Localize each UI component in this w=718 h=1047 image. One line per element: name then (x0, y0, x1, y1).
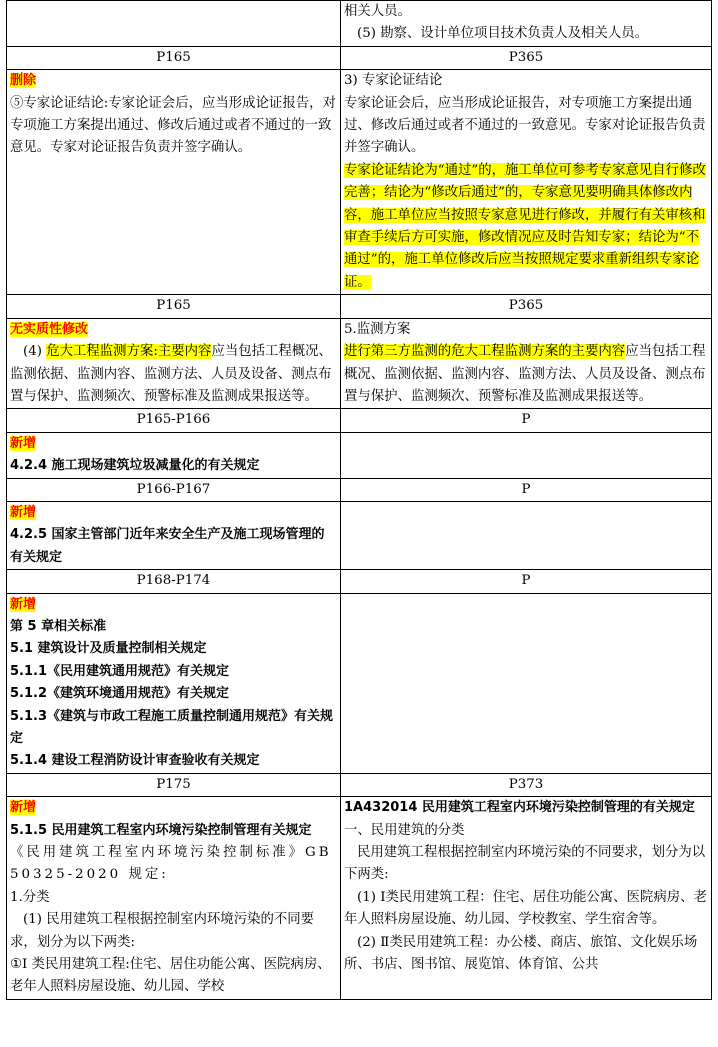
table-row (7, 432, 712, 478)
table-row (7, 797, 712, 1000)
change-tag: 新增 (10, 596, 37, 612)
left-cell (7, 501, 341, 569)
left-cell (7, 797, 341, 1000)
right-page-ref: P (341, 409, 712, 432)
section-heading: 5.监测方案 (344, 321, 411, 337)
chapter-heading: 第 5 章相关标准 (10, 618, 107, 634)
table-row (7, 318, 712, 409)
right-cell (341, 593, 712, 773)
body-text: (1) 民用建筑工程根据控制室内环境污染的不同要求，划分为以下两类: (10, 912, 315, 950)
body-text: 民用建筑工程根据控制室内环境污染的不同要求，划分为以下两类: (344, 845, 706, 883)
right-page-ref: P (341, 478, 712, 501)
body-text: ⑤专家论证结论:专家论证会后，应当形成论证报告，对专项施工方案提出通过、修改后通过或者不通过的一致意见。专家对论证报告负责并签字确认。 (10, 95, 336, 156)
right-page-ref: P365 (341, 46, 712, 69)
page-header-row (7, 773, 712, 796)
item-prefix: (4) (23, 344, 47, 360)
body-text: ①I 类民用建筑工程:住宅、居住功能公寓、医院病房、老年人照料房屋设施、幼儿园、学校 (10, 957, 331, 995)
section-heading: 3) 专家论证结论 (344, 73, 443, 89)
right-cell (341, 432, 712, 478)
comparison-table (6, 0, 712, 1000)
page-header-row (7, 570, 712, 593)
right-cell (341, 70, 712, 295)
body-text: 一、民用建筑的分类 (344, 822, 465, 838)
section-heading: 4.2.4 施工现场建筑垃圾减量化的有关规定 (10, 458, 260, 474)
section-heading: 5.1.4 建设工程消防设计审查验收有关规定 (10, 753, 260, 769)
body-text: 应当包括工程概况、监测依据、监测内容、监测方法、人员及设备、测点布置与保护、监测频次、预警标准及监测成果报送等。 (344, 344, 706, 404)
left-page-ref: P165 (7, 295, 341, 318)
section-heading: 5.1.2《建筑环境通用规范》有关规定 (10, 686, 230, 702)
page-header-row (7, 295, 712, 318)
right-cell (341, 501, 712, 569)
left-cell (7, 593, 341, 773)
table-row (7, 593, 712, 773)
section-heading: 5.1 建筑设计及质量控制相关规定 (10, 641, 207, 657)
text-line: (5) 勘察、设计单位项目技术负责人及相关人员。 (357, 26, 649, 42)
page-header-row (7, 46, 712, 69)
left-page-ref: P175 (7, 773, 341, 796)
change-tag: 删除 (10, 73, 37, 89)
table-row (7, 1, 712, 47)
section-heading: 5.1.3《建筑与市政工程施工质量控制通用规范》有关规定 (10, 708, 334, 746)
table-row (7, 501, 712, 569)
right-page-ref: P365 (341, 295, 712, 318)
left-cell (7, 432, 341, 478)
highlighted-text: 专家论证结论为“通过”的，施工单位可参考专家意见自行修改完善；结论为“修改后通过”的，专家意见要明确具体修改内容，施工单位应当按照专家意见进行修改，并履行有关审核和审查手续后方可实施，修改情况应及时告知专家；结论为“不通过”的，施工单位修改后应当按照规定要求重新组织专家论证。 (344, 162, 706, 290)
change-tag: 新增 (10, 800, 37, 816)
section-heading: 5.1.5 民用建筑工程室内环境污染控制管理有关规定 (10, 822, 312, 838)
left-cell (7, 318, 341, 409)
section-heading: 1A432014 民用建筑工程室内环境污染控制管理的有关规定 (344, 800, 695, 816)
body-text: 《民用建筑工程室内环境污染控制标准》GB50325-2020 规定: (10, 845, 332, 883)
left-page-ref: P168-P174 (7, 570, 341, 593)
left-cell (7, 70, 341, 295)
left-page-ref: P165-P166 (7, 409, 341, 432)
section-heading: 4.2.5 国家主管部门近年来安全生产及施工现场管理的有关规定 (10, 527, 325, 565)
right-cell (341, 1, 712, 47)
body-text: (1) Ⅰ类民用建筑工程：住宅、居住功能公寓、医院病房、老年人照料房屋设施、幼儿园、学校教室、学生宿舍等。 (344, 889, 707, 928)
text-line: 相关人员。 (344, 4, 411, 19)
right-cell (341, 797, 712, 1000)
change-tag: 无实质性修改 (10, 321, 89, 337)
highlighted-text: 进行第三方监测的危大工程监测方案的主要内容 (344, 344, 626, 360)
change-tag: 新增 (10, 435, 37, 451)
page-header-row (7, 409, 712, 432)
left-page-ref: P165 (7, 46, 341, 69)
right-page-ref: P (341, 570, 712, 593)
right-cell (341, 318, 712, 409)
section-heading: 5.1.1《民用建筑通用规范》有关规定 (10, 663, 230, 679)
left-page-ref: P166-P167 (7, 478, 341, 501)
body-text: 专家论证会后，应当形成论证报告，对专项施工方案提出通过、修改后通过或者不通过的一致意见。专家对论证报告负责并签字确认。 (344, 95, 706, 156)
body-text: 1.分类 (10, 889, 50, 905)
change-tag: 新增 (10, 504, 37, 520)
page-header-row (7, 478, 712, 501)
body-text: (2) Ⅱ类民用建筑工程：办公楼、商店、旅馆、文化娱乐场所、书店、图书馆、展览馆、体育馆、公共 (344, 934, 698, 973)
table-row (7, 70, 712, 295)
right-page-ref: P373 (341, 773, 712, 796)
left-cell (7, 1, 341, 47)
body-text: 应当包括工程概况、监测依据、监测内容、监测方法、人员及设备、测点布置与保护、监测频次、预警标准及监测成果报送等。 (10, 344, 332, 404)
highlighted-text: 危大工程监测方案:主要内容 (46, 344, 212, 360)
